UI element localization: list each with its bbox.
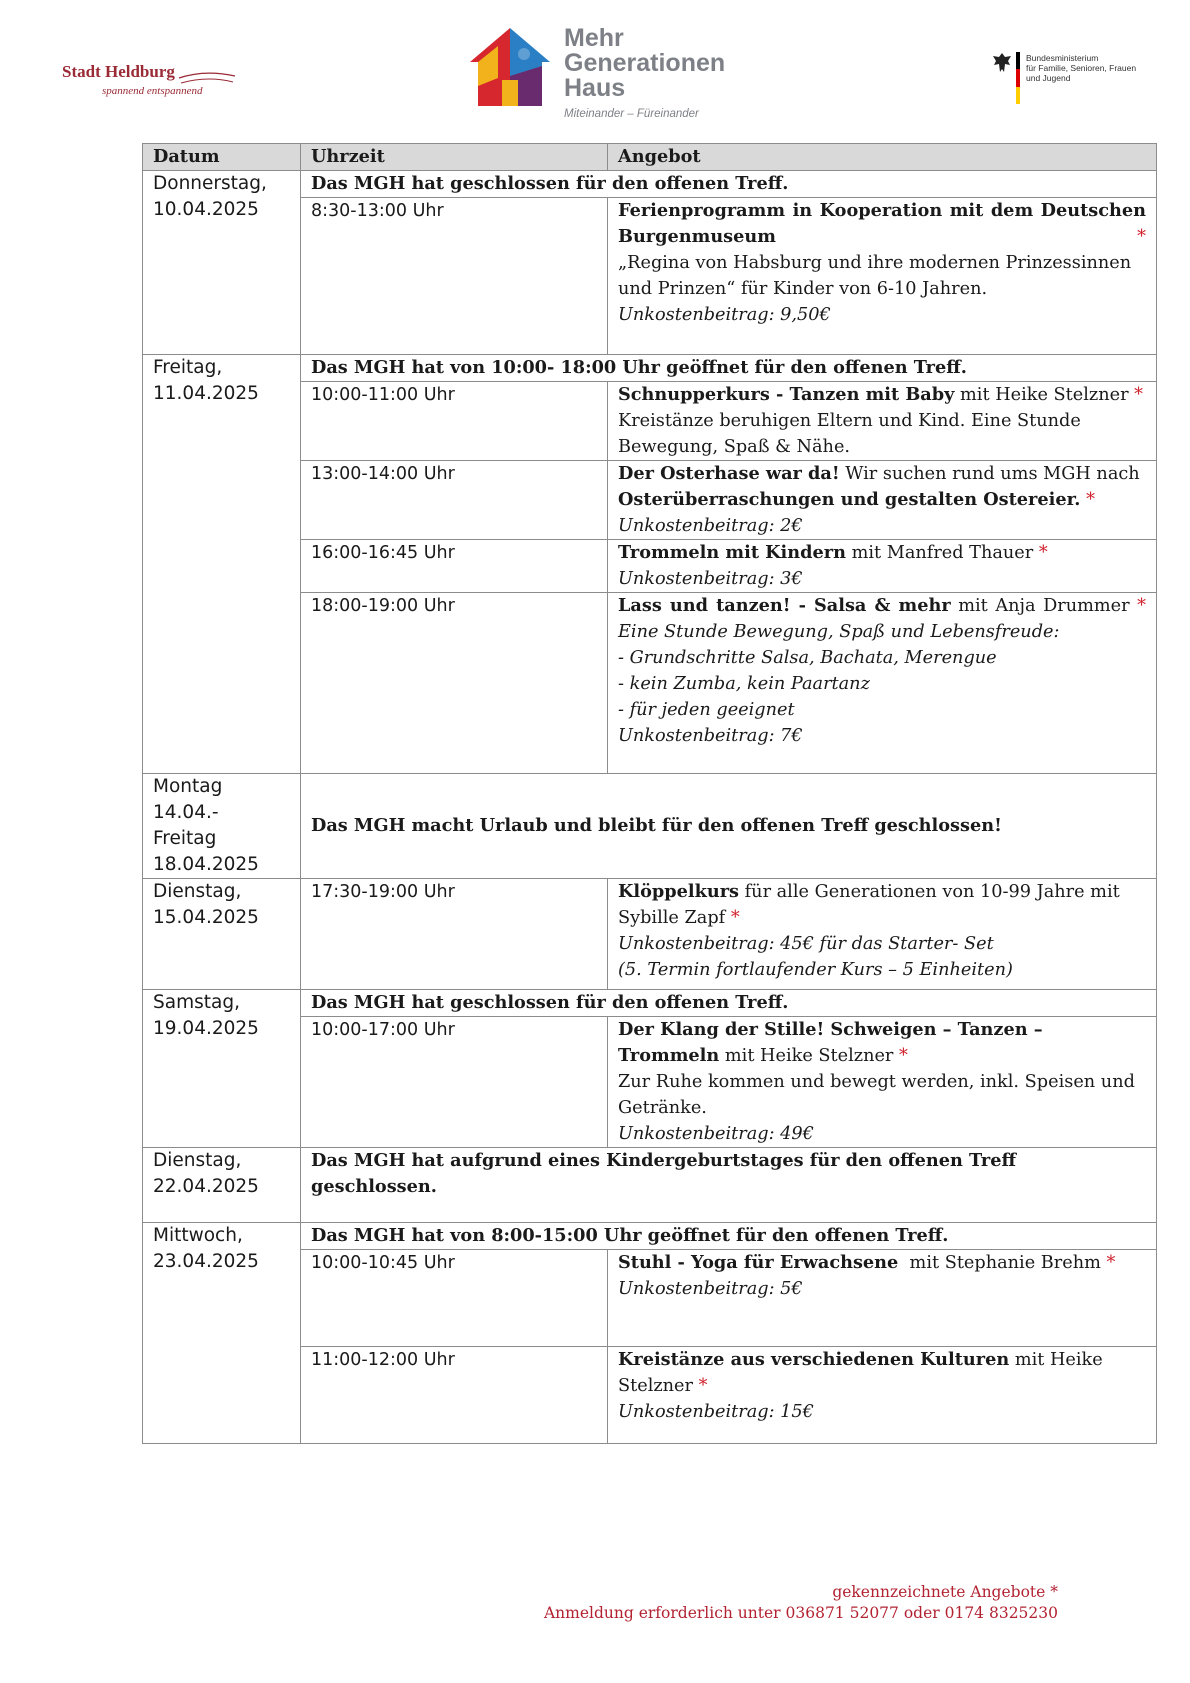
- offer-cell: [608, 461, 1157, 540]
- offer-cost: Unkostenbeitrag: 7€: [618, 726, 803, 746]
- column-header-time: Uhrzeit: [301, 144, 608, 171]
- mgh-house-icon: [468, 26, 552, 108]
- offer-title-b: Osterüberraschungen und gestalten Ostereier.: [618, 489, 1081, 510]
- offer-title: [618, 382, 1146, 408]
- offer-description: „Regina von Habsburg und ihre modernen Prinzessinnen und Prinzen“ für Kinder von 6-10 Jahren.: [618, 253, 1132, 299]
- heldburg-tagline: spannend entspannend: [102, 85, 203, 97]
- offer-line: Eine Stunde Bewegung, Spaß und Lebensfreude:: [618, 622, 1060, 642]
- date-cell: [143, 1223, 301, 1444]
- table-row: [143, 990, 1157, 1017]
- federal-eagle-icon: [992, 52, 1012, 74]
- mgh-wordmark: [564, 26, 725, 121]
- weekday: Donnerstag,: [153, 173, 267, 194]
- offer-middle-text: Wir suchen rund ums MGH nach: [845, 464, 1140, 484]
- date: 19.04.2025: [153, 1018, 259, 1039]
- date: 15.04.2025: [153, 907, 259, 928]
- registration-star: *: [730, 908, 740, 928]
- column-header-date: Datum: [143, 144, 301, 171]
- registration-star: *: [1134, 385, 1143, 405]
- offer-description: Zur Ruhe kommen und bewegt werden, inkl. Speisen und Getränke.: [618, 1072, 1135, 1118]
- offer-cell: [608, 382, 1157, 461]
- german-flag-bar: [1016, 52, 1020, 104]
- offer-host: mit Stephanie Brehm: [909, 1253, 1101, 1273]
- offer-line: - kein Zumba, kein Paartanz: [618, 674, 870, 694]
- time-cell: 13:00-14:00 Uhr: [301, 461, 608, 540]
- offer-line: - Grundschritte Salsa, Bachata, Merengue: [618, 648, 997, 668]
- date-line: Montag: [153, 776, 223, 797]
- time-cell: 11:00-12:00 Uhr: [301, 1347, 608, 1444]
- offer-title-text: Der Klang der Stille! Schweigen – Tanzen – Trommeln: [618, 1019, 1043, 1066]
- date: 11.04.2025: [153, 383, 259, 404]
- offer-title-text: Ferienprogramm in Kooperation mit dem Deutschen Burgenmuseum: [618, 200, 1146, 247]
- date-cell: [143, 171, 301, 355]
- registration-star: *: [1086, 490, 1095, 510]
- offer-host: mit Heike Stelzner: [618, 1350, 1103, 1396]
- mgh-logo: [468, 26, 728, 126]
- offer-host: mit Anja Drummer: [958, 596, 1130, 616]
- registration-star: *: [1137, 227, 1146, 247]
- offer-title-text: Klöppelkurs: [618, 881, 739, 902]
- date: 22.04.2025: [153, 1176, 259, 1197]
- offer-cost: Unkostenbeitrag: 49€: [618, 1124, 814, 1144]
- day-notice: Das MGH hat aufgrund eines Kindergeburtstages für den offenen Treff geschlossen.: [301, 1148, 1157, 1223]
- date-line: Freitag: [153, 828, 217, 849]
- footer-star: *: [1050, 1583, 1058, 1601]
- offer-title-text: Kreistänze aus verschiedenen Kulturen: [618, 1349, 1010, 1370]
- mgh-line1: Mehr: [564, 24, 624, 52]
- weekday: Dienstag,: [153, 1150, 242, 1171]
- time-cell: 10:00-10:45 Uhr: [301, 1250, 608, 1347]
- ministry-name: [1026, 53, 1136, 83]
- date-cell: [143, 990, 301, 1148]
- date-line: 18.04.2025: [153, 854, 259, 875]
- date-cell: [143, 1148, 301, 1223]
- offer-cell: [608, 1347, 1157, 1444]
- offer-title-text: Lass und tanzen! - Salsa & mehr: [618, 595, 951, 616]
- offer-title: [618, 593, 1146, 619]
- bmfsfj-logo: [992, 52, 1142, 108]
- heldburg-name: Stadt Heldburg: [62, 62, 175, 81]
- ministry-line1: Bundesministerium: [1026, 53, 1099, 63]
- table-row: [143, 1148, 1157, 1223]
- offer-cell: [608, 1250, 1157, 1347]
- time-cell: 10:00-11:00 Uhr: [301, 382, 608, 461]
- weekday: Freitag,: [153, 357, 223, 378]
- time-cell: 10:00-17:00 Uhr: [301, 1017, 608, 1148]
- day-notice: Das MGH hat geschlossen für den offenen Treff.: [301, 171, 1157, 198]
- mgh-tagline: Miteinander – Füreinander: [564, 108, 699, 120]
- offer-cost: Unkostenbeitrag: 45€ für das Starter- Set: [618, 934, 994, 954]
- offer-title: [618, 198, 1146, 250]
- day-notice: Das MGH hat von 10:00- 18:00 Uhr geöffnet für den offenen Treff.: [301, 355, 1157, 382]
- offer-cell: [608, 198, 1157, 355]
- offer-host: mit Heike Stelzner: [960, 385, 1129, 405]
- table-row: [143, 774, 1157, 879]
- date-cell: [143, 355, 301, 774]
- offer-title-text: Schnupperkurs - Tanzen mit Baby: [618, 384, 955, 405]
- offer-title: [618, 540, 1146, 566]
- offer-cell: [608, 1017, 1157, 1148]
- offer-title: [618, 461, 1146, 513]
- table-row: [143, 1223, 1157, 1250]
- registration-star: *: [698, 1376, 708, 1396]
- offer-cell: [608, 879, 1157, 990]
- offer-cost: Unkostenbeitrag: 9,50€: [618, 305, 831, 325]
- mgh-line2: Generationen: [564, 49, 726, 77]
- weekday: Mittwoch,: [153, 1225, 243, 1246]
- footer-note: [544, 1582, 1058, 1624]
- offer-title: [618, 879, 1146, 931]
- stadt-heldburg-logo: [62, 58, 232, 108]
- date-cell: [143, 774, 301, 879]
- day-notice: Das MGH hat von 8:00-15:00 Uhr geöffnet für den offenen Treff.: [301, 1223, 1157, 1250]
- time-cell: 17:30-19:00 Uhr: [301, 879, 608, 990]
- time-cell: 8:30-13:00 Uhr: [301, 198, 608, 355]
- schedule-table: [142, 143, 1157, 1444]
- date-line: 14.04.-: [153, 802, 219, 823]
- mgh-line3: Haus: [564, 74, 626, 102]
- column-header-offer: Angebot: [608, 144, 1157, 171]
- footer-marked-offers: gekennzeichnete Angebote: [832, 1583, 1046, 1601]
- ministry-line3: und Jugend: [1026, 73, 1071, 83]
- offer-description: für alle Generationen von 10-99 Jahre mit Sybille Zapf: [618, 882, 1120, 928]
- offer-cost: Unkostenbeitrag: 2€: [618, 516, 803, 536]
- table-header-row: [143, 144, 1157, 171]
- footer-registration: Anmeldung erforderlich unter 036871 52077 oder 0174 8325230: [543, 1604, 1058, 1622]
- day-notice: Das MGH macht Urlaub und bleibt für den offenen Treff geschlossen!: [301, 774, 1157, 879]
- offer-host: mit Manfred Thauer: [851, 543, 1034, 563]
- offer-description: Kreistänze beruhigen Eltern und Kind. Eine Stunde Bewegung, Spaß & Nähe.: [618, 411, 1081, 457]
- offer-cost: Unkostenbeitrag: 15€: [618, 1402, 814, 1422]
- offer-note: (5. Termin fortlaufender Kurs – 5 Einheiten): [618, 960, 1013, 980]
- footer-line1: [544, 1582, 1058, 1603]
- offer-cost: Unkostenbeitrag: 5€: [618, 1279, 803, 1299]
- time-cell: 16:00-16:45 Uhr: [301, 540, 608, 593]
- day-notice: Das MGH hat geschlossen für den offenen Treff.: [301, 990, 1157, 1017]
- time-cell: 18:00-19:00 Uhr: [301, 593, 608, 774]
- table-row: [143, 171, 1157, 198]
- weekday: Samstag,: [153, 992, 240, 1013]
- ministry-line2: für Familie, Senioren, Frauen: [1026, 63, 1137, 73]
- weekday: Dienstag,: [153, 881, 242, 902]
- table-row: [143, 879, 1157, 990]
- date: 10.04.2025: [153, 199, 259, 220]
- offer-title-a: Der Osterhase war da!: [618, 463, 840, 484]
- registration-star: *: [1038, 543, 1048, 563]
- table-row: [143, 355, 1157, 382]
- registration-star: *: [1137, 596, 1146, 616]
- offer-line: - für jeden geeignet: [618, 700, 795, 720]
- date: 23.04.2025: [153, 1251, 259, 1272]
- offer-title: [618, 1250, 1146, 1276]
- offer-title-text: Stuhl - Yoga für Erwachsene: [618, 1252, 899, 1273]
- registration-star: *: [1106, 1253, 1116, 1273]
- offer-cell: [608, 540, 1157, 593]
- registration-star: *: [899, 1046, 908, 1066]
- offer-title: [618, 1347, 1146, 1399]
- offer-title-text: Trommeln mit Kindern: [618, 542, 846, 563]
- offer-title: [618, 1017, 1146, 1069]
- offer-cell: [608, 593, 1157, 774]
- date-cell: [143, 879, 301, 990]
- offer-host: mit Heike Stelzner: [724, 1046, 894, 1066]
- offer-cost: Unkostenbeitrag: 3€: [618, 569, 803, 589]
